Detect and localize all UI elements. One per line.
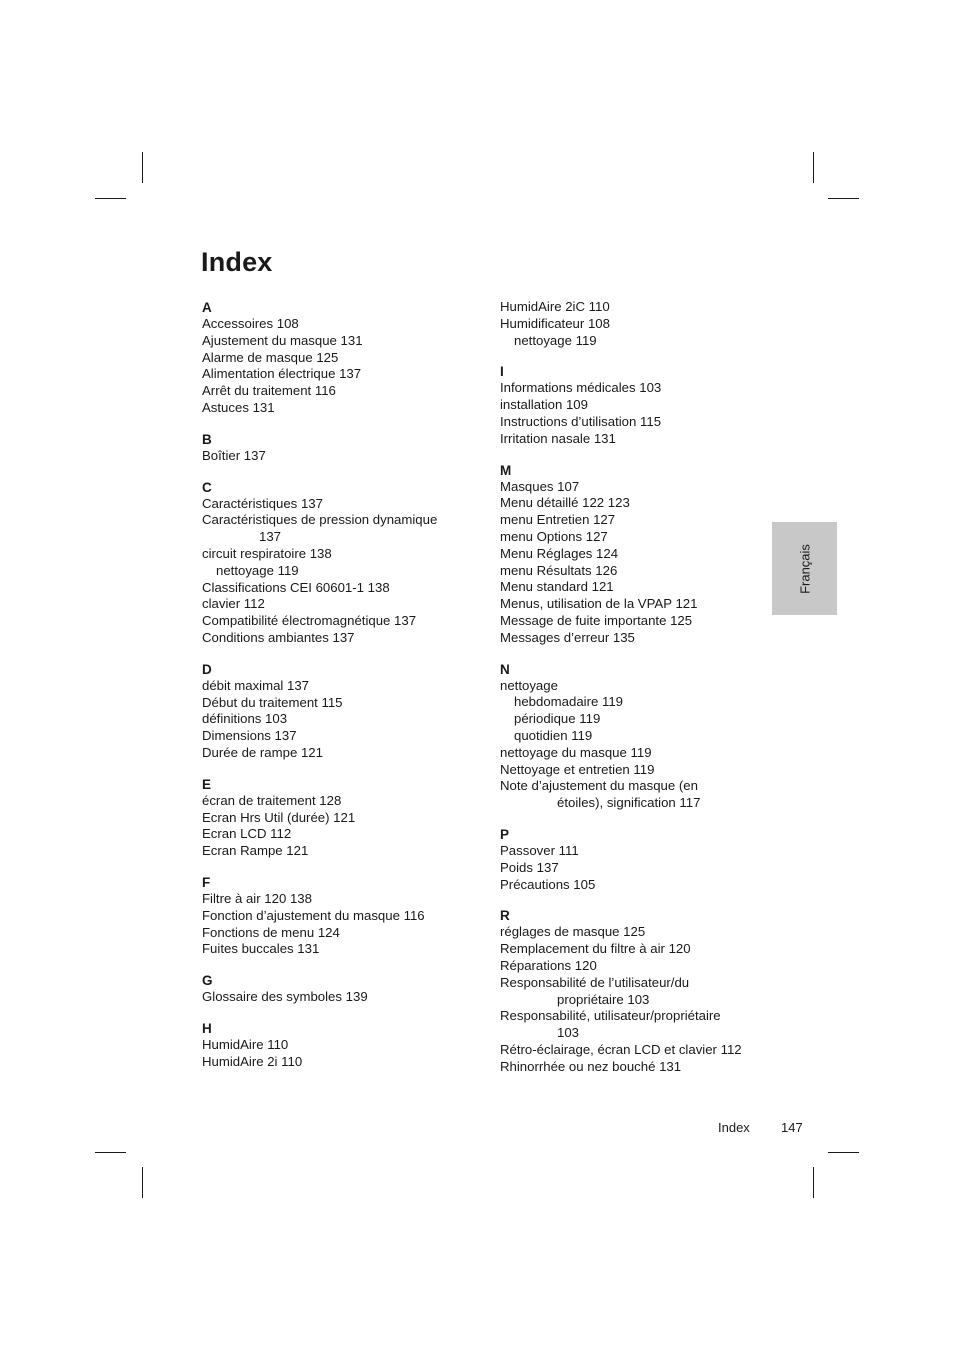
section-letter: G <box>202 973 213 989</box>
index-entry-continuation: 103 <box>557 1025 580 1041</box>
section-letter: B <box>202 431 212 447</box>
index-entry: Nettoyage et entretien 119 <box>500 761 655 777</box>
index-section <box>202 479 492 647</box>
index-entry: Astuces 131 <box>202 399 275 415</box>
crop-mark <box>142 152 143 183</box>
index-subentry: quotidien 119 <box>514 727 593 743</box>
index-section <box>500 661 770 812</box>
page-title: Index <box>201 247 273 277</box>
index-entry: Note d’ajustement du masque (en <box>500 778 698 794</box>
index-entry: installation 109 <box>500 397 588 413</box>
section-letter: C <box>202 479 212 495</box>
index-entry: Filtre à air 120 138 <box>202 890 312 906</box>
index-entry: menu Résultats 126 <box>500 562 618 578</box>
index-entry: Rétro-éclairage, écran LCD et clavier 112 <box>500 1041 742 1057</box>
index-entry: Responsabilité, utilisateur/propriétaire <box>500 1008 721 1024</box>
index-section <box>202 1020 492 1071</box>
index-entry: Caractéristiques 137 <box>202 495 323 511</box>
index-entry: Menu Réglages 124 <box>500 545 619 561</box>
index-column-left <box>202 299 492 1085</box>
index-entry: Classifications CEI 60601-1 138 <box>202 579 390 595</box>
language-tab-label: Français <box>797 543 812 594</box>
index-entry: Arrêt du traitement 116 <box>202 383 336 399</box>
index-section <box>202 299 492 417</box>
index-entry: débit maximal 137 <box>202 677 310 693</box>
section-letter: I <box>500 364 504 380</box>
index-entry: HumidAire 110 <box>202 1036 289 1052</box>
section-letter: N <box>500 661 510 677</box>
index-entry: HumidAire 2i 110 <box>202 1053 303 1069</box>
crop-mark <box>828 198 859 199</box>
section-letter: A <box>202 300 212 315</box>
index-entry-continuation: 137 <box>259 529 282 545</box>
index-entry: Ajustement du masque 131 <box>202 332 363 348</box>
index-section <box>202 972 492 1006</box>
crop-mark <box>95 1152 126 1153</box>
index-entry: Précautions 105 <box>500 876 596 892</box>
index-entry-continuation: étoiles), signification 117 <box>557 795 701 811</box>
index-entry: Menu standard 121 <box>500 579 614 595</box>
section-letter: D <box>202 661 212 677</box>
index-section <box>500 826 770 893</box>
footer-section-label: Index <box>718 1120 750 1135</box>
index-entry: circuit respiratoire 138 <box>202 545 332 561</box>
index-entry: définitions 103 <box>202 711 288 727</box>
index-entry: Caractéristiques de pression dynamique <box>202 512 438 528</box>
index-entry: Informations médicales 103 <box>500 380 662 396</box>
index-section <box>202 431 492 465</box>
index-entry: HumidAire 2iC 110 <box>500 299 610 314</box>
crop-mark <box>813 1167 814 1198</box>
section-letter: H <box>202 1020 212 1036</box>
index-entry: Alimentation électrique 137 <box>202 366 362 382</box>
section-letter: R <box>500 908 510 924</box>
index-entry: Début du traitement 115 <box>202 694 343 710</box>
index-entry: écran de traitement 128 <box>202 792 342 808</box>
index-section <box>202 874 492 958</box>
section-letter: P <box>500 826 510 842</box>
crop-mark <box>142 1167 143 1198</box>
index-entry: Remplacement du filtre à air 120 <box>500 941 691 957</box>
index-entry: Réparations 120 <box>500 957 597 973</box>
index-entry: Responsabilité de l’utilisateur/du <box>500 974 690 990</box>
index-entry: menu Entretien 127 <box>500 512 616 528</box>
index-entry: nettoyage <box>500 677 558 693</box>
index-column-right <box>500 299 770 1089</box>
index-entry: Boîtier 137 <box>202 447 266 463</box>
index-entry: Glossaire des symboles 139 <box>202 989 368 1005</box>
index-section <box>500 299 770 349</box>
index-subentry: hebdomadaire 119 <box>514 694 624 710</box>
index-entry: clavier 112 <box>202 596 265 612</box>
index-entry: Fonctions de menu 124 <box>202 924 340 940</box>
index-entry: Durée de rampe 121 <box>202 744 323 760</box>
index-section <box>500 363 770 447</box>
index-entry: nettoyage du masque 119 <box>500 744 652 760</box>
index-section <box>202 661 492 762</box>
index-entry: Rhinorrhée ou nez bouché 131 <box>500 1058 682 1074</box>
index-section <box>500 462 770 647</box>
index-entry: Ecran Rampe 121 <box>202 843 309 859</box>
section-letter: E <box>202 776 212 792</box>
index-entry: Instructions d’utilisation 115 <box>500 413 662 429</box>
index-subentry: nettoyage 119 <box>216 562 299 578</box>
index-subentry: périodique 119 <box>514 711 601 727</box>
index-entry: Ecran Hrs Util (durée) 121 <box>202 809 356 825</box>
index-entry: Compatibilité électromagnétique 137 <box>202 613 417 629</box>
index-entry: Conditions ambiantes 137 <box>202 629 355 645</box>
index-entry: Menu détaillé 122 123 <box>500 495 630 511</box>
index-entry: Fonction d’ajustement du masque 116 <box>202 907 425 923</box>
index-entry: Message de fuite importante 125 <box>500 612 693 628</box>
crop-mark <box>828 1152 859 1153</box>
index-entry: Dimensions 137 <box>202 728 297 744</box>
index-entry: Accessoires 108 <box>202 316 299 331</box>
index-section <box>500 907 770 1075</box>
index-entry: Fuites buccales 131 <box>202 941 320 957</box>
index-section <box>202 776 492 860</box>
crop-mark <box>95 198 126 199</box>
index-entry: Messages d’erreur 135 <box>500 629 635 645</box>
crop-mark <box>813 152 814 183</box>
language-tab <box>772 522 837 615</box>
index-entry: Ecran LCD 112 <box>202 826 292 842</box>
index-entry: réglages de masque 125 <box>500 924 646 940</box>
index-entry-continuation: propriétaire 103 <box>557 991 650 1007</box>
page-number: 147 <box>781 1120 803 1135</box>
index-entry: Alarme de masque 125 <box>202 349 339 365</box>
index-subentry: nettoyage 119 <box>514 332 597 348</box>
index-entry: menu Options 127 <box>500 528 608 544</box>
index-entry: Masques 107 <box>500 478 580 494</box>
index-entry: Irritation nasale 131 <box>500 430 616 446</box>
section-letter: M <box>500 462 512 478</box>
index-entry: Menus, utilisation de la VPAP 121 <box>500 596 698 612</box>
index-entry: Poids 137 <box>500 859 559 875</box>
index-entry: Passover 111 <box>500 842 579 858</box>
section-letter: F <box>202 874 211 890</box>
index-entry: Humidificateur 108 <box>500 315 610 331</box>
